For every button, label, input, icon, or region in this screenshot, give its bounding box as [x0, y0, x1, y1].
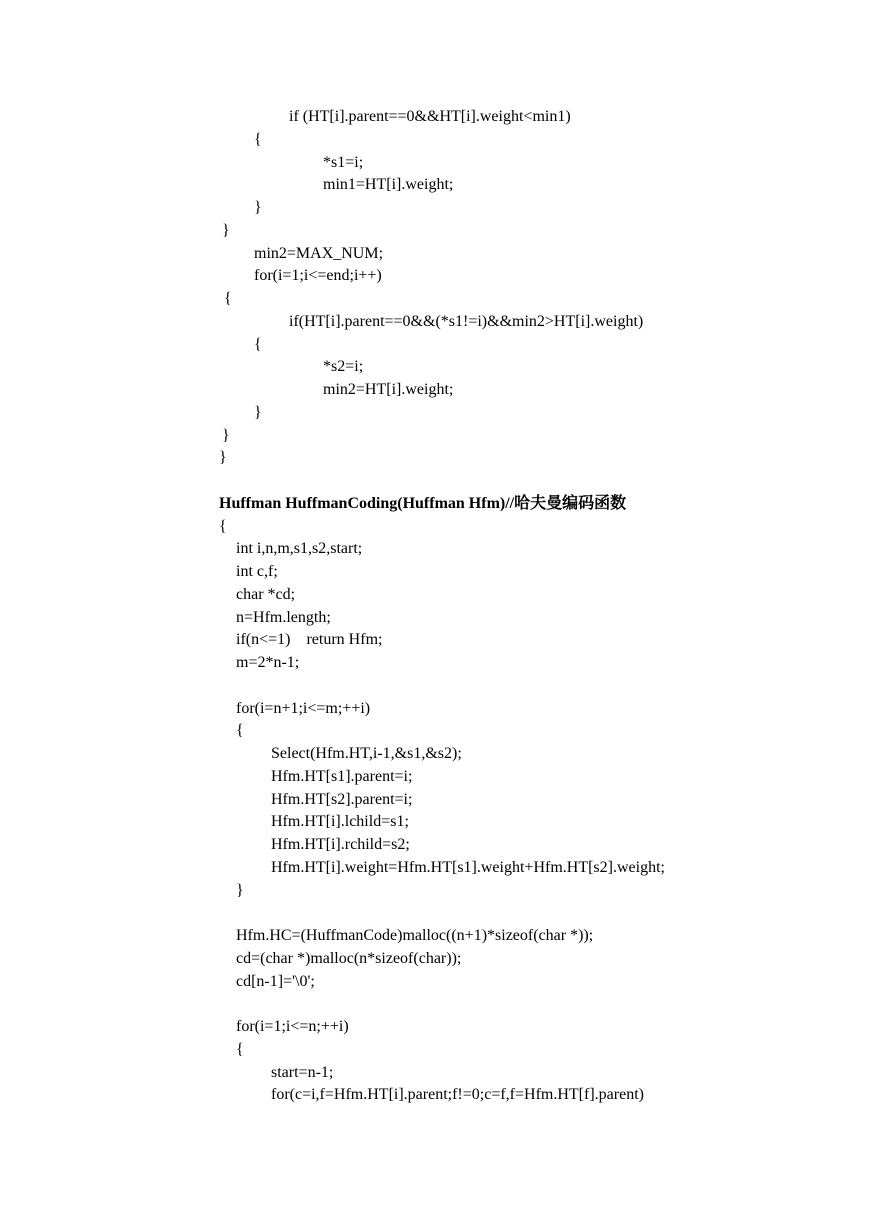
- code-line: {: [224, 290, 232, 307]
- code-line: if(HT[i].parent==0&&(*s1!=i)&&min2>HT[i].weight): [289, 313, 644, 330]
- code-line: {: [254, 336, 262, 353]
- code-line: for(i=n+1;i<=m;++i): [236, 700, 371, 717]
- code-line: m=2*n-1;: [236, 654, 300, 671]
- code-line: start=n-1;: [271, 1064, 334, 1081]
- code-line: Hfm.HT[i].lchild=s1;: [271, 813, 409, 830]
- code-line: *s2=i;: [323, 358, 364, 375]
- code-line: *s1=i;: [323, 154, 364, 171]
- code-line: }: [222, 427, 230, 444]
- code-line: Hfm.HT[s1].parent=i;: [271, 768, 413, 785]
- code-line: }: [236, 882, 244, 899]
- code-line: cd[n-1]='\0';: [236, 973, 315, 990]
- code-line: min2=MAX_NUM;: [254, 245, 384, 262]
- code-line: int i,n,m,s1,s2,start;: [236, 540, 363, 557]
- code-line: cd=(char *)malloc(n*sizeof(char));: [236, 950, 462, 967]
- code-line: {: [219, 518, 227, 535]
- code-line: for(c=i,f=Hfm.HT[i].parent;f!=0;c=f,f=Hfm.HT[f].parent): [271, 1086, 644, 1103]
- code-line: if (HT[i].parent==0&&HT[i].weight<min1): [289, 108, 571, 125]
- code-line: }: [254, 199, 262, 216]
- code-line: for(i=1;i<=end;i++): [254, 267, 382, 284]
- code-line: n=Hfm.length;: [236, 609, 331, 626]
- code-line: Hfm.HT[s2].parent=i;: [271, 791, 413, 808]
- code-line: if(n<=1) return Hfm;: [236, 631, 383, 648]
- code-line: Hfm.HT[i].rchild=s2;: [271, 836, 410, 853]
- code-line: {: [254, 131, 262, 148]
- code-line: }: [254, 404, 262, 421]
- code-line: Select(Hfm.HT,i-1,&s1,&s2);: [271, 745, 462, 762]
- code-line: for(i=1;i<=n;++i): [236, 1018, 349, 1035]
- code-line: }: [219, 449, 227, 466]
- code-line: {: [236, 1041, 244, 1058]
- function-header: Huffman HuffmanCoding(Huffman Hfm)//哈夫曼编码函数: [219, 495, 627, 512]
- code-line: min2=HT[i].weight;: [323, 381, 454, 398]
- code-line: char *cd;: [236, 586, 296, 603]
- code-line: int c,f;: [236, 563, 278, 580]
- code-line: Hfm.HC=(HuffmanCode)malloc((n+1)*sizeof(char *));: [236, 927, 594, 944]
- code-line: min1=HT[i].weight;: [323, 176, 454, 193]
- code-line: Hfm.HT[i].weight=Hfm.HT[s1].weight+Hfm.HT[s2].weight;: [271, 859, 665, 876]
- code-line: {: [236, 722, 244, 739]
- code-line: }: [222, 222, 230, 239]
